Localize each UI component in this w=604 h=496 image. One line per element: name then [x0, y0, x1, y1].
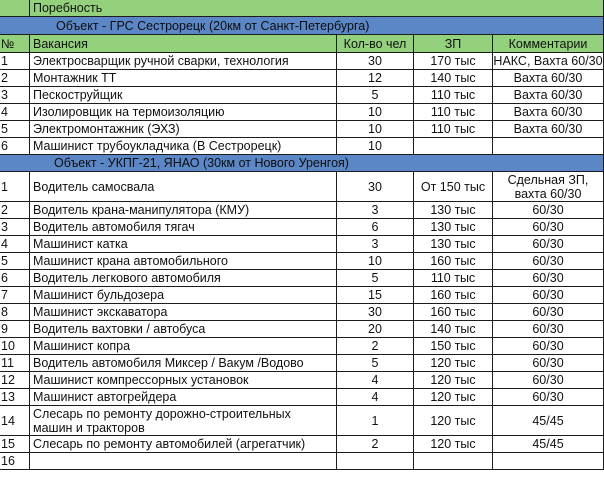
table-row-salary[interactable]: 110 тыс	[414, 270, 493, 287]
table-row-salary[interactable]: 160 тыс	[414, 253, 493, 270]
table-row-salary[interactable]: 120 тыс	[414, 372, 493, 389]
table-row-vacancy[interactable]: Машинист крана автомобильного	[30, 253, 337, 270]
table-row-qty[interactable]: 2	[337, 436, 414, 453]
table-row-num[interactable]: 10	[0, 338, 30, 355]
table-row-vacancy[interactable]: Изолировщик на термоизоляцию	[30, 104, 337, 121]
table-row-num[interactable]: 6	[0, 138, 30, 155]
table-row-salary[interactable]: От 150 тыс	[414, 172, 493, 202]
table-row-num[interactable]: 13	[0, 389, 30, 406]
table-row-vacancy[interactable]: Машинист экскаватора	[30, 304, 337, 321]
table-row-salary[interactable]: 110 тыс	[414, 121, 493, 138]
table-row-comment[interactable]: 60/30	[493, 253, 604, 270]
table-row-salary[interactable]: 150 тыс	[414, 338, 493, 355]
table-row-comment[interactable]: Вахта 60/30	[493, 104, 604, 121]
table-row-salary[interactable]: 140 тыс	[414, 70, 493, 87]
table-row-salary[interactable]: 140 тыс	[414, 321, 493, 338]
table-row-comment[interactable]: 60/30	[493, 389, 604, 406]
table-row-salary[interactable]: 110 тыс	[414, 87, 493, 104]
table-row-num[interactable]: 6	[0, 270, 30, 287]
header-vacancy[interactable]: Вакансия	[30, 35, 337, 53]
table-row-qty[interactable]: 5	[337, 270, 414, 287]
table-row-comment[interactable]: 60/30	[493, 202, 604, 219]
table-row-vacancy[interactable]: Водитель автомобиля Миксер / Вакум /Водово	[30, 355, 337, 372]
table-row-comment[interactable]: 60/30	[493, 287, 604, 304]
table-row-vacancy[interactable]: Машинист трубоукладчика (В Сестрорецк)	[30, 138, 337, 155]
table-row-qty[interactable]	[337, 453, 414, 470]
table-row-vacancy[interactable]: Машинист катка	[30, 236, 337, 253]
table-row-num[interactable]: 15	[0, 436, 30, 453]
table-row-comment[interactable]: Сдельная ЗП, вахта 60/30	[493, 172, 604, 202]
table-row-num[interactable]: 1	[0, 53, 30, 70]
table-row-comment[interactable]: 45/45	[493, 436, 604, 453]
table-row-comment[interactable]: НАКС, Вахта 60/30	[493, 54, 603, 68]
table-row-salary[interactable]: 120 тыс	[414, 406, 493, 436]
table-row-vacancy[interactable]: Водитель самосвала	[30, 172, 337, 202]
sheet-title[interactable]: Поребность	[30, 0, 604, 17]
object-header-1[interactable]: Объект - ГРС Сестрорецк (20км от Санкт-Петербурга)	[0, 17, 604, 35]
table-row-comment[interactable]: Вахта 60/30	[493, 70, 604, 87]
table-row-vacancy[interactable]: Машинист автогрейдера	[30, 389, 337, 406]
table-row-vacancy[interactable]: Водитель автомобиля тягач	[30, 219, 337, 236]
table-row-qty[interactable]: 4	[337, 372, 414, 389]
table-row-salary[interactable]: 160 тыс	[414, 287, 493, 304]
table-row-qty[interactable]: 1	[337, 406, 414, 436]
table-row-qty[interactable]: 10	[337, 121, 414, 138]
table-row-comment[interactable]: 60/30	[493, 236, 604, 253]
table-row-qty[interactable]: 30	[337, 304, 414, 321]
table-row-num[interactable]: 1	[0, 172, 30, 202]
table-row-qty[interactable]: 2	[337, 338, 414, 355]
table-row-qty[interactable]: 10	[337, 104, 414, 121]
header-comment[interactable]: Комментарии	[493, 35, 604, 53]
sheet-title-left[interactable]	[0, 0, 30, 17]
table-row-qty[interactable]: 6	[337, 219, 414, 236]
table-row-vacancy[interactable]: Слесарь по ремонту автомобилей (агрегатчик)	[30, 436, 337, 453]
table-row-vacancy[interactable]: Электромонтажник (ЭХЗ)	[30, 121, 337, 138]
table-row-comment[interactable]: 45/45	[493, 406, 604, 436]
table-row-salary[interactable]: 120 тыс	[414, 355, 493, 372]
table-row-num[interactable]: 16	[0, 453, 30, 470]
table-row-qty[interactable]: 3	[337, 202, 414, 219]
table-row-num[interactable]: 7	[0, 287, 30, 304]
table-row-salary[interactable]	[414, 453, 493, 470]
table-row-qty[interactable]: 30	[337, 53, 414, 70]
table-row-qty[interactable]: 12	[337, 70, 414, 87]
table-row-num[interactable]: 3	[0, 219, 30, 236]
table-row-vacancy[interactable]: Водитель крана-манипулятора (КМУ)	[30, 202, 337, 219]
table-row-comment[interactable]: 60/30	[493, 355, 604, 372]
table-row-qty[interactable]: 3	[337, 236, 414, 253]
table-row-num[interactable]: 12	[0, 372, 30, 389]
table-row-vacancy[interactable]: Пескоструйщик	[30, 87, 337, 104]
table-row-vacancy[interactable]: Электросварщик ручной сварки, технология	[30, 53, 337, 70]
header-qty[interactable]: Кол-во чел	[337, 35, 414, 53]
table-row-num[interactable]: 4	[0, 236, 30, 253]
table-row-num[interactable]: 8	[0, 304, 30, 321]
table-row-num[interactable]: 4	[0, 104, 30, 121]
table-row-vacancy[interactable]: Машинист компрессорных установок	[30, 372, 337, 389]
table-row-qty[interactable]: 10	[337, 253, 414, 270]
table-row-comment[interactable]: Вахта 60/30	[493, 121, 604, 138]
table-row-num[interactable]: 9	[0, 321, 30, 338]
header-num[interactable]: №	[0, 35, 30, 53]
table-row-comment[interactable]: 60/30	[493, 321, 604, 338]
table-row-vacancy[interactable]: Машинист бульдозера	[30, 287, 337, 304]
table-row-salary[interactable]: 130 тыс	[414, 202, 493, 219]
table-row-salary[interactable]: 130 тыс	[414, 236, 493, 253]
table-row-comment[interactable]: 60/30	[493, 219, 604, 236]
table-row-num[interactable]: 5	[0, 253, 30, 270]
table-row-salary[interactable]: 120 тыс	[414, 389, 493, 406]
table-row-qty[interactable]: 20	[337, 321, 414, 338]
table-row-vacancy[interactable]	[30, 453, 337, 470]
table-row-num[interactable]: 3	[0, 87, 30, 104]
table-row-salary[interactable]: 110 тыс	[414, 104, 493, 121]
object-header-2[interactable]: Объект - УКПГ-21, ЯНАО (30км от Нового Уренгоя)	[0, 155, 604, 172]
table-row-comment[interactable]: 60/30	[493, 372, 604, 389]
table-row-salary[interactable]: 170 тыс	[414, 53, 493, 70]
table-row-qty[interactable]: 5	[337, 87, 414, 104]
table-row-qty[interactable]: 4	[337, 389, 414, 406]
table-row-vacancy[interactable]: Машинист копра	[30, 338, 337, 355]
table-row-qty[interactable]: 15	[337, 287, 414, 304]
header-salary[interactable]: ЗП	[414, 35, 493, 53]
table-row-qty[interactable]: 10	[337, 138, 414, 155]
table-row-num[interactable]: 2	[0, 70, 30, 87]
table-row-qty[interactable]: 5	[337, 355, 414, 372]
table-row-qty[interactable]: 30	[337, 172, 414, 202]
table-row-num[interactable]: 14	[0, 406, 30, 436]
table-row-salary[interactable]: 160 тыс	[414, 304, 493, 321]
table-row-comment[interactable]: 60/30	[493, 270, 604, 287]
table-row-comment[interactable]: 60/30	[493, 304, 604, 321]
table-row-num[interactable]: 2	[0, 202, 30, 219]
table-row-comment[interactable]	[493, 138, 604, 155]
table-row-comment[interactable]	[493, 453, 604, 470]
table-row-salary[interactable]: 130 тыс	[414, 219, 493, 236]
table-row-vacancy[interactable]: Монтажник ТТ	[30, 70, 337, 87]
table-row-vacancy[interactable]: Слесарь по ремонту дорожно-строительных машин и тракторов	[30, 406, 337, 436]
table-row-salary[interactable]	[414, 138, 493, 155]
table-row-num[interactable]: 11	[0, 355, 30, 372]
table-row-comment[interactable]: Вахта 60/30	[493, 87, 604, 104]
table-row-vacancy[interactable]: Водитель легкового автомобиля	[30, 270, 337, 287]
table-row-comment[interactable]: 60/30	[493, 338, 604, 355]
table-row-vacancy[interactable]: Водитель вахтовки / автобуса	[30, 321, 337, 338]
table-row-num[interactable]: 5	[0, 121, 30, 138]
table-row-salary[interactable]: 120 тыс	[414, 436, 493, 453]
